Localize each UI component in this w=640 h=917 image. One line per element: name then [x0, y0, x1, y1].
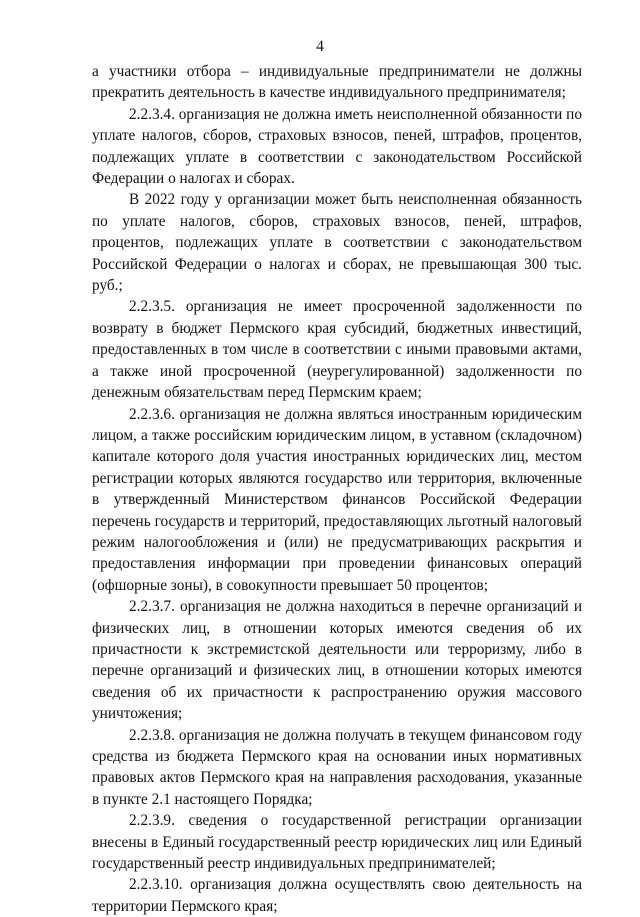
paragraph-2-2-3-7: 2.2.3.7. организация не должна находиться в перечне организаций и физических лиц, в отношении которых имеются сведения об их причастности к экстремистской деятельности или терроризму, либо в перечне организаций и физических лиц, в отношении которых имеются сведения об их причастности к распространению оружия массового уничтожения;	[92, 598, 582, 723]
document-body	[92, 61, 582, 917]
paragraph-2-2-3-10: 2.2.3.10. организация должна осуществлять свою деятельность на территории Пермского края;	[92, 876, 582, 915]
paragraph-2-2-3-8: 2.2.3.8. организация не должна получать в текущем финансовом году средства из бюджета Пермского края на основании иных нормативных правовых актов Пермского края на направления расходования, указанные в пункте 2.1 настоящего Порядка;	[92, 726, 582, 808]
paragraph-2-2-3-9: 2.2.3.9. сведения о государственной регистрации организации внесены в Единый государственный реестр юридических лиц или Единый государственный реестр индивидуальных предпринимателей;	[92, 812, 582, 873]
paragraph-continuation: а участники отбора – индивидуальные предприниматели не должны прекратить деятельность в качестве индивидуального предпринимателя;	[92, 63, 582, 102]
paragraph-2-2-3-6: 2.2.3.6. организация не должна являться иностранным юридическим лицом, а также российским юридическим лицом, в уставном (складочном) капитале которого доля участия иностранных юридических лиц, местом регистрации которых являются государство или территория, включенные в утвержденный Министерством финансов Российской Федерации перечень государств и территорий, предоставляющих льготный налоговый режим налогообложения и (или) не предусматривающих раскрытия и предоставления информации при проведении финансовых операций (офшорные зоны), в совокупности превышает 50 процентов;	[92, 405, 582, 594]
paragraph-2-2-3-5: 2.2.3.5. организация не имеет просроченной задолженности по возврату в бюджет Пермского края субсидий, бюджетных инвестиций, предоставленных в том числе в соответствии с иными правовыми актами, а также иной просроченной (неурегулированной) задолженности по денежным обязательствам перед Пермским краем;	[92, 298, 582, 402]
paragraph-2022-exception: В 2022 году у организации может быть неисполненная обязанность по уплате налогов, сборов, страховых взносов, пеней, штрафов, процентов, подлежащих уплате в соответствии с законодательством Российской Федерации о налогах и сборах, не превышающая 300 тыс. руб.;	[92, 191, 582, 295]
paragraph-2-2-3-4: 2.2.3.4. организация не должна иметь неисполненной обязанности по уплате налогов, сборов, страховых взносов, пеней, штрафов, процентов, подлежащих уплате в соответствии с законодательством Российской Федерации о налогах и сборах.	[92, 105, 582, 188]
page-number: 4	[316, 38, 324, 55]
